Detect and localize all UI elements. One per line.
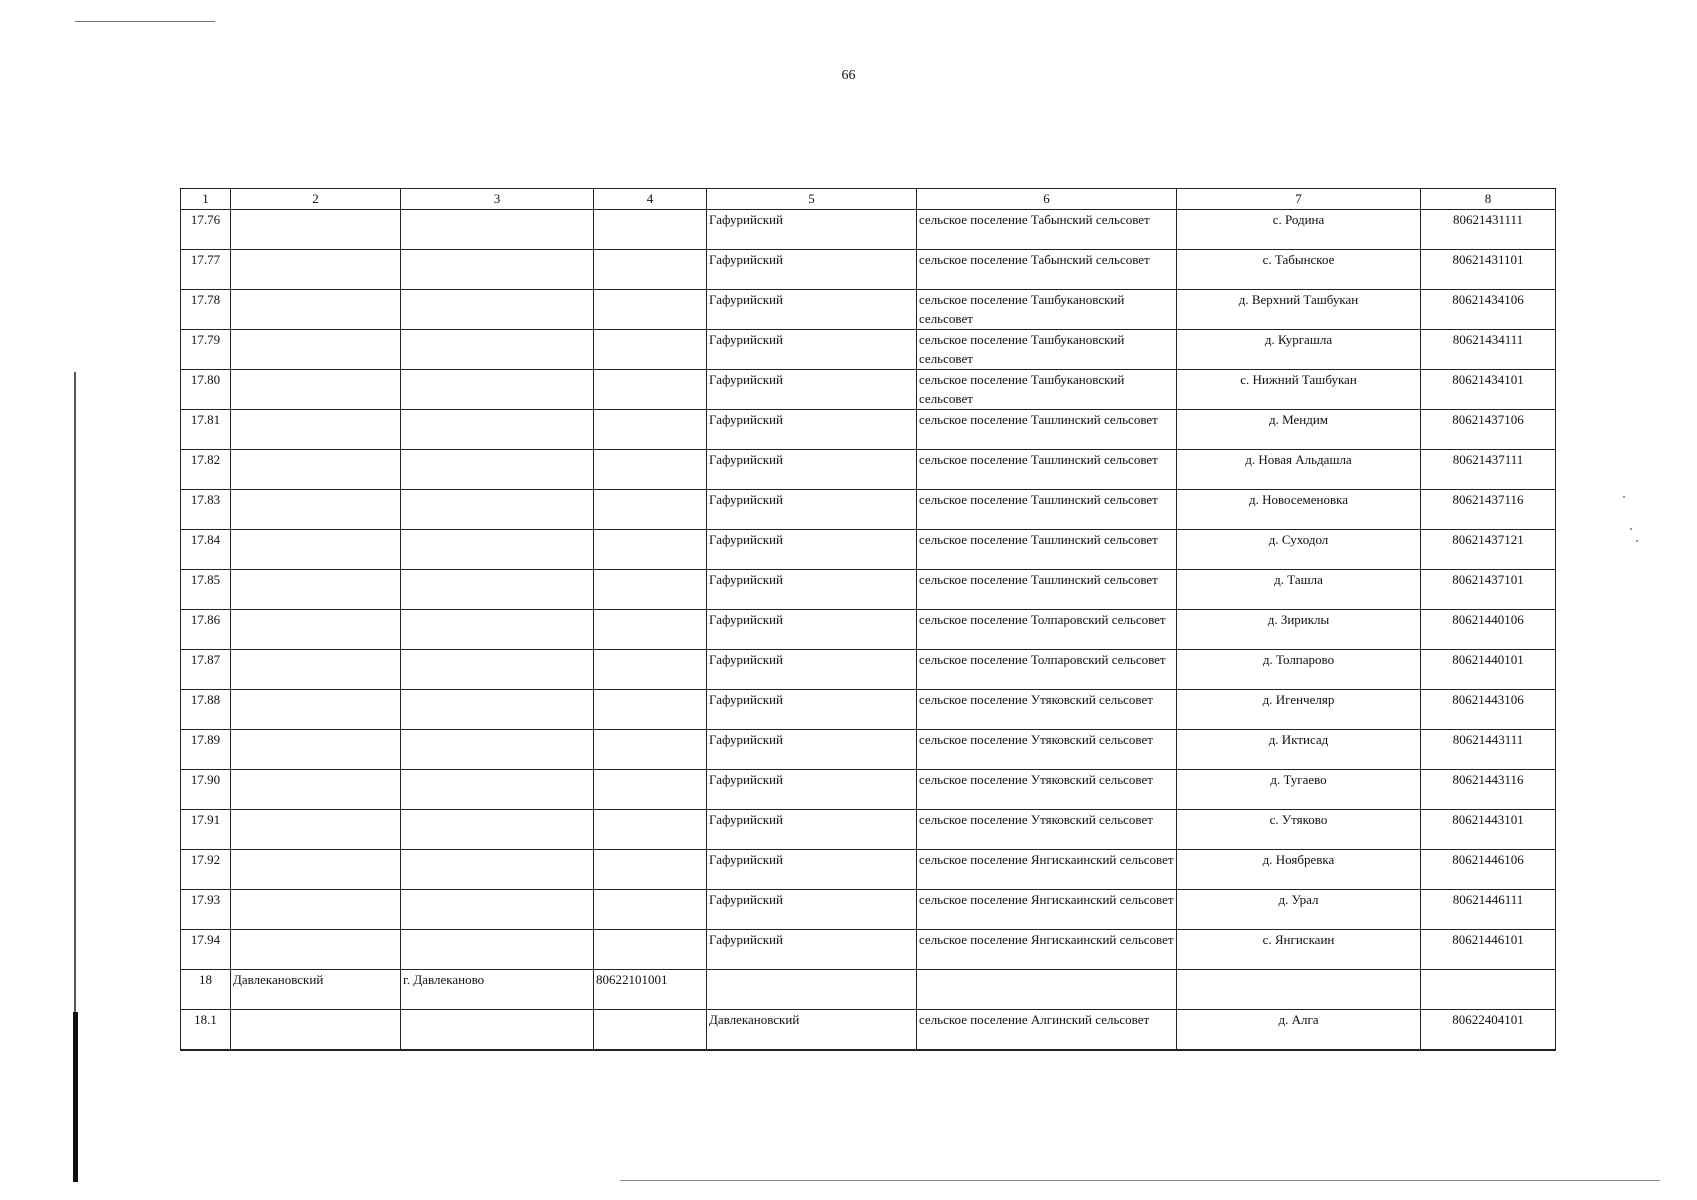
header-cell: 4: [594, 189, 707, 210]
row-number-cell: 17.92: [181, 850, 231, 890]
okato-code-cell: 80621443101: [1421, 810, 1556, 850]
center-okato-cell: [594, 450, 707, 490]
admin-center-cell: [401, 530, 594, 570]
row-number-cell: 17.76: [181, 210, 231, 250]
center-okato-cell: [594, 850, 707, 890]
district-name-cell: [231, 530, 401, 570]
table-row: [181, 810, 1556, 850]
municipal-district-cell: Гафурийский: [707, 490, 917, 530]
header-cell: 7: [1177, 189, 1421, 210]
settlement-cell: сельское поселение Утяковский сельсовет: [917, 730, 1177, 770]
settlement-cell: сельское поселение Толпаровский сельсовет: [917, 610, 1177, 650]
admin-center-cell: [401, 610, 594, 650]
admin-center-cell: [401, 410, 594, 450]
settlement-cell: сельское поселение Ташлинский сельсовет: [917, 450, 1177, 490]
row-number-cell: 17.79: [181, 330, 231, 370]
row-number-cell: 17.88: [181, 690, 231, 730]
municipal-district-cell: Гафурийский: [707, 290, 917, 330]
center-okato-cell: 80622101001: [594, 970, 707, 1010]
row-number-cell: 17.89: [181, 730, 231, 770]
settlement-cell: [917, 970, 1177, 1010]
district-name-cell: [231, 730, 401, 770]
district-name-cell: [231, 1010, 401, 1051]
locality-cell: [1177, 970, 1421, 1010]
table-row: [181, 250, 1556, 290]
municipal-district-cell: Гафурийский: [707, 530, 917, 570]
row-number-cell: 17.85: [181, 570, 231, 610]
district-name-cell: [231, 930, 401, 970]
center-okato-cell: [594, 290, 707, 330]
locality-cell: д. Игенчеляр: [1177, 690, 1421, 730]
municipal-district-cell: Гафурийский: [707, 770, 917, 810]
scan-speck: [1623, 496, 1625, 498]
district-name-cell: [231, 250, 401, 290]
table-row: [181, 690, 1556, 730]
header-cell: 8: [1421, 189, 1556, 210]
settlement-cell: сельское поселение Ташбукановский сельсовет: [917, 370, 1177, 410]
center-okato-cell: [594, 1010, 707, 1051]
table-row: [181, 290, 1556, 330]
district-name-cell: [231, 690, 401, 730]
admin-center-cell: [401, 930, 594, 970]
row-number-cell: 18.1: [181, 1010, 231, 1051]
locality-cell: с. Родина: [1177, 210, 1421, 250]
settlement-cell: сельское поселение Ташбукановский сельсовет: [917, 330, 1177, 370]
header-cell: 5: [707, 189, 917, 210]
okato-code-cell: 80621434106: [1421, 290, 1556, 330]
table-row: [181, 610, 1556, 650]
settlement-cell: сельское поселение Ташбукановский сельсовет: [917, 290, 1177, 330]
okato-code-cell: 80621443106: [1421, 690, 1556, 730]
table-row: [181, 850, 1556, 890]
header-cell: 2: [231, 189, 401, 210]
locality-cell: д. Тугаево: [1177, 770, 1421, 810]
header-cell: 6: [917, 189, 1177, 210]
admin-center-cell: [401, 690, 594, 730]
page-number: 66: [841, 68, 856, 83]
row-number-cell: 17.90: [181, 770, 231, 810]
row-number-cell: 17.83: [181, 490, 231, 530]
okato-code-cell: 80621437106: [1421, 410, 1556, 450]
scan-edge-thick: [73, 1012, 78, 1182]
municipal-district-cell: Гафурийский: [707, 890, 917, 930]
center-okato-cell: [594, 490, 707, 530]
okato-code-cell: 80621434111: [1421, 330, 1556, 370]
okato-code-cell: 80621437111: [1421, 450, 1556, 490]
district-name-cell: [231, 290, 401, 330]
center-okato-cell: [594, 370, 707, 410]
locality-cell: д. Мендим: [1177, 410, 1421, 450]
locality-cell: д. Толпарово: [1177, 650, 1421, 690]
okato-code-cell: 80621437116: [1421, 490, 1556, 530]
district-name-cell: [231, 570, 401, 610]
municipal-district-cell: Гафурийский: [707, 610, 917, 650]
district-name-cell: [231, 810, 401, 850]
locality-cell: д. Зириклы: [1177, 610, 1421, 650]
row-number-cell: 17.80: [181, 370, 231, 410]
okato-code-cell: 80621437121: [1421, 530, 1556, 570]
row-number-cell: 17.93: [181, 890, 231, 930]
locality-cell: с. Нижний Ташбукан: [1177, 370, 1421, 410]
row-number-cell: 17.78: [181, 290, 231, 330]
admin-center-cell: [401, 250, 594, 290]
locality-cell: д. Верхний Ташбукан: [1177, 290, 1421, 330]
locality-cell: д. Алга: [1177, 1010, 1421, 1051]
center-okato-cell: [594, 770, 707, 810]
locality-cell: д. Ноябревка: [1177, 850, 1421, 890]
bottom-rule: [620, 1180, 1660, 1181]
admin-center-cell: [401, 290, 594, 330]
table-row: [181, 730, 1556, 770]
municipal-district-cell: Гафурийский: [707, 810, 917, 850]
center-okato-cell: [594, 210, 707, 250]
municipal-district-cell: Гафурийский: [707, 850, 917, 890]
settlement-cell: сельское поселение Толпаровский сельсовет: [917, 650, 1177, 690]
okato-code-cell: 80621443116: [1421, 770, 1556, 810]
row-number-cell: 17.87: [181, 650, 231, 690]
municipal-district-cell: Гафурийский: [707, 650, 917, 690]
scan-speck: [1636, 540, 1638, 542]
center-okato-cell: [594, 570, 707, 610]
locality-cell: д. Ташла: [1177, 570, 1421, 610]
scan-speck: [1630, 528, 1632, 530]
table-row: [181, 530, 1556, 570]
okato-code-cell: 80621440106: [1421, 610, 1556, 650]
locality-cell: д. Суходол: [1177, 530, 1421, 570]
table-row: [181, 450, 1556, 490]
settlement-cell: сельское поселение Янгискаинский сельсовет: [917, 930, 1177, 970]
table-row: [181, 890, 1556, 930]
locality-cell: с. Янгискаин: [1177, 930, 1421, 970]
center-okato-cell: [594, 690, 707, 730]
settlement-cell: сельское поселение Табынский сельсовет: [917, 210, 1177, 250]
okato-code-cell: [1421, 970, 1556, 1010]
header-cell: 1: [181, 189, 231, 210]
municipal-district-cell: Гафурийский: [707, 450, 917, 490]
scan-edge-thin: [74, 372, 76, 1012]
settlement-cell: сельское поселение Утяковский сельсовет: [917, 810, 1177, 850]
admin-center-cell: [401, 730, 594, 770]
municipal-district-cell: [707, 970, 917, 1010]
table-row: [181, 330, 1556, 370]
district-name-cell: [231, 650, 401, 690]
center-okato-cell: [594, 730, 707, 770]
settlement-cell: сельское поселение Ташлинский сельсовет: [917, 570, 1177, 610]
settlement-cell: сельское поселение Утяковский сельсовет: [917, 690, 1177, 730]
settlement-cell: сельское поселение Утяковский сельсовет: [917, 770, 1177, 810]
locality-cell: д. Новая Альдашла: [1177, 450, 1421, 490]
okato-code-cell: 80621431101: [1421, 250, 1556, 290]
municipal-district-cell: Гафурийский: [707, 210, 917, 250]
municipal-district-cell: Гафурийский: [707, 370, 917, 410]
admin-center-cell: [401, 850, 594, 890]
district-name-cell: [231, 210, 401, 250]
table-row: [181, 930, 1556, 970]
okato-code-cell: 80621446101: [1421, 930, 1556, 970]
admin-center-cell: [401, 450, 594, 490]
admin-center-cell: [401, 330, 594, 370]
row-number-cell: 17.86: [181, 610, 231, 650]
header-row: [181, 189, 1556, 210]
district-name-cell: [231, 370, 401, 410]
table-row: [181, 650, 1556, 690]
row-number-cell: 17.77: [181, 250, 231, 290]
okato-code-cell: 80621437101: [1421, 570, 1556, 610]
admin-center-cell: г. Давлеканово: [401, 970, 594, 1010]
center-okato-cell: [594, 930, 707, 970]
table-row: [181, 970, 1556, 1010]
municipal-district-cell: Гафурийский: [707, 570, 917, 610]
locality-cell: д. Иктисад: [1177, 730, 1421, 770]
admin-center-cell: [401, 570, 594, 610]
settlement-cell: сельское поселение Алгинский сельсовет: [917, 1010, 1177, 1051]
admin-center-cell: [401, 210, 594, 250]
municipal-district-cell: Гафурийский: [707, 250, 917, 290]
locality-cell: д. Кургашла: [1177, 330, 1421, 370]
municipal-district-cell: Гафурийский: [707, 690, 917, 730]
okato-code-cell: 80621446106: [1421, 850, 1556, 890]
center-okato-cell: [594, 410, 707, 450]
district-name-cell: [231, 490, 401, 530]
okato-code-cell: 80621440101: [1421, 650, 1556, 690]
locality-cell: д. Урал: [1177, 890, 1421, 930]
okato-code-cell: 80621434101: [1421, 370, 1556, 410]
municipal-district-cell: Гафурийский: [707, 930, 917, 970]
center-okato-cell: [594, 610, 707, 650]
district-name-cell: [231, 850, 401, 890]
district-name-cell: Давлекановский: [231, 970, 401, 1010]
okato-code-cell: 80621431111: [1421, 210, 1556, 250]
center-okato-cell: [594, 250, 707, 290]
settlement-cell: сельское поселение Ташлинский сельсовет: [917, 490, 1177, 530]
settlement-cell: сельское поселение Табынский сельсовет: [917, 250, 1177, 290]
table-row: [181, 1010, 1556, 1051]
row-number-cell: 17.81: [181, 410, 231, 450]
locality-cell: с. Утяково: [1177, 810, 1421, 850]
table-body: [181, 189, 1556, 1051]
top-rule: [75, 21, 215, 22]
settlement-cell: сельское поселение Ташлинский сельсовет: [917, 530, 1177, 570]
center-okato-cell: [594, 530, 707, 570]
admin-center-cell: [401, 1010, 594, 1051]
table-row: [181, 490, 1556, 530]
admin-center-cell: [401, 650, 594, 690]
center-okato-cell: [594, 810, 707, 850]
header-cell: 3: [401, 189, 594, 210]
table-row: [181, 370, 1556, 410]
municipal-district-cell: Гафурийский: [707, 330, 917, 370]
row-number-cell: 18: [181, 970, 231, 1010]
district-name-cell: [231, 890, 401, 930]
admin-center-cell: [401, 370, 594, 410]
center-okato-cell: [594, 650, 707, 690]
okato-code-cell: 80622404101: [1421, 1010, 1556, 1051]
locality-cell: д. Новосеменовка: [1177, 490, 1421, 530]
row-number-cell: 17.94: [181, 930, 231, 970]
admin-center-cell: [401, 890, 594, 930]
district-name-cell: [231, 610, 401, 650]
municipal-district-cell: Гафурийский: [707, 730, 917, 770]
district-name-cell: [231, 330, 401, 370]
district-name-cell: [231, 410, 401, 450]
admin-center-cell: [401, 810, 594, 850]
center-okato-cell: [594, 890, 707, 930]
table-row: [181, 410, 1556, 450]
okato-code-cell: 80621446111: [1421, 890, 1556, 930]
okato-code-cell: 80621443111: [1421, 730, 1556, 770]
district-name-cell: [231, 450, 401, 490]
row-number-cell: 17.82: [181, 450, 231, 490]
settlement-cell: сельское поселение Янгискаинский сельсовет: [917, 850, 1177, 890]
row-number-cell: 17.91: [181, 810, 231, 850]
district-name-cell: [231, 770, 401, 810]
table-row: [181, 770, 1556, 810]
municipal-district-cell: Давлекановский: [707, 1010, 917, 1051]
settlement-cell: сельское поселение Янгискаинский сельсовет: [917, 890, 1177, 930]
table-row: [181, 210, 1556, 250]
locality-cell: с. Табынское: [1177, 250, 1421, 290]
center-okato-cell: [594, 330, 707, 370]
municipal-district-cell: Гафурийский: [707, 410, 917, 450]
row-number-cell: 17.84: [181, 530, 231, 570]
register-table: [180, 188, 1556, 1051]
table-row: [181, 570, 1556, 610]
admin-center-cell: [401, 490, 594, 530]
settlement-cell: сельское поселение Ташлинский сельсовет: [917, 410, 1177, 450]
admin-center-cell: [401, 770, 594, 810]
